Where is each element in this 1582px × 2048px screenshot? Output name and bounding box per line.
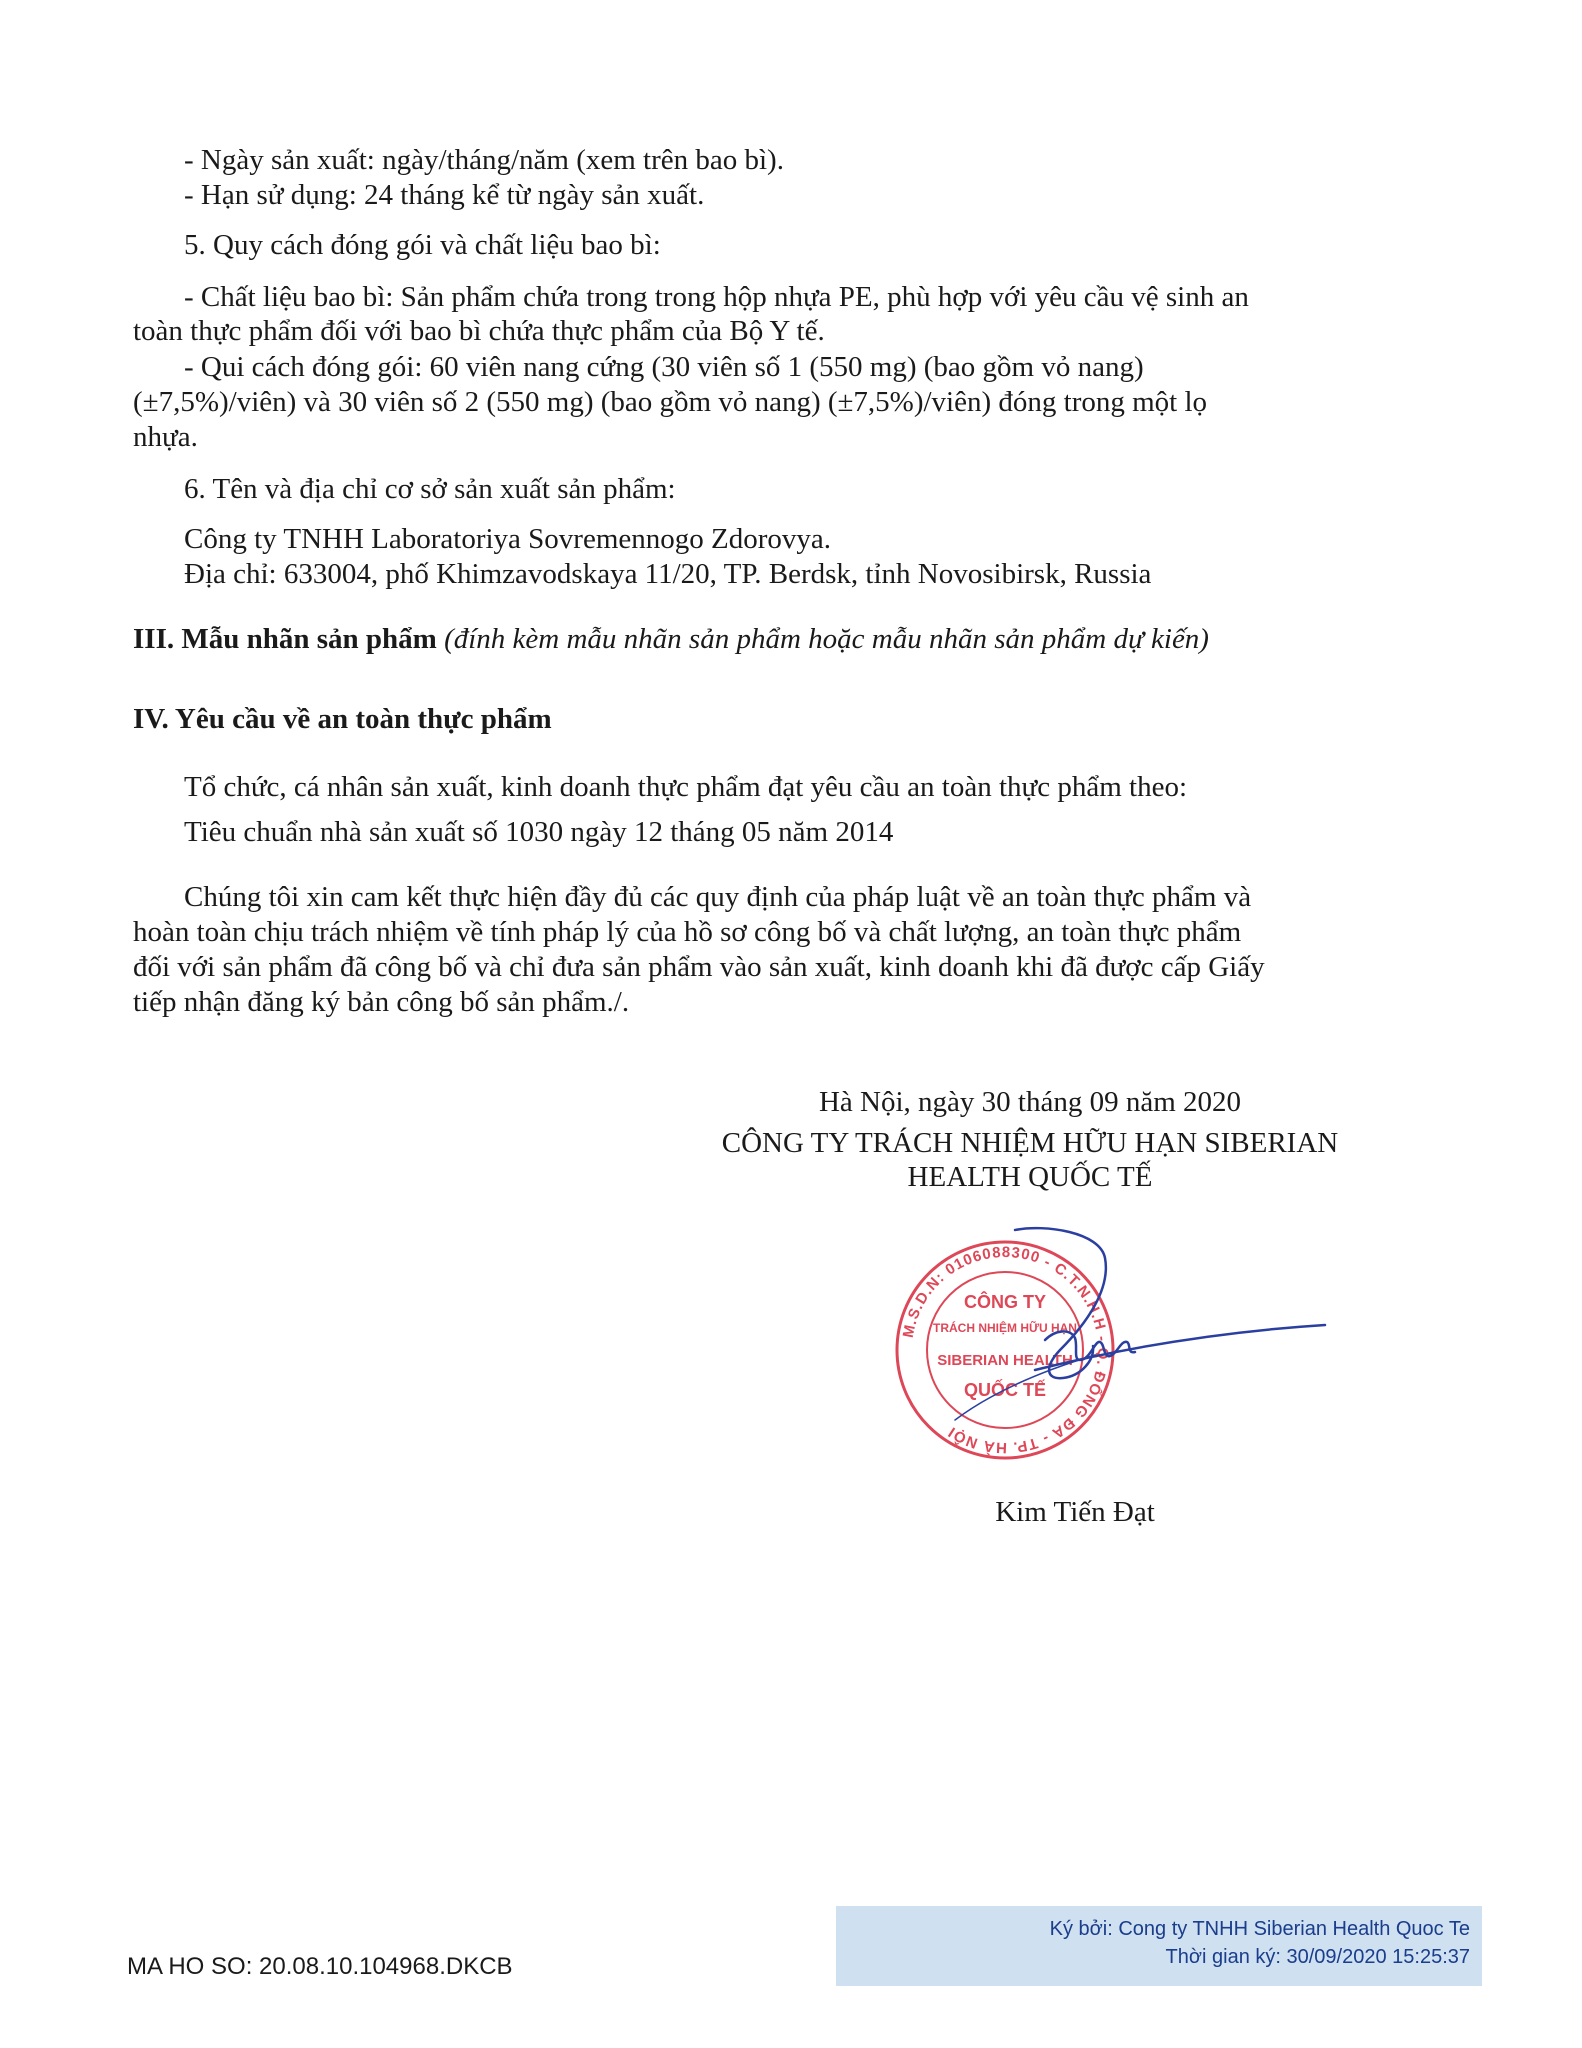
packaging-material-line: - Chất liệu bao bì: Sản phẩm chứa trong trong hộp nhựa PE, phù hợp với yêu cầu vệ sinh an: [184, 281, 1249, 313]
stamp-line-2: TRÁCH NHIỆM HỮU HẠN: [933, 1321, 1077, 1335]
packaging-spec-line: - Qui cách đóng gói: 60 viên nang cứng (30 viên số 1 (550 mg) (bao gồm vỏ nang): [184, 351, 1144, 383]
commitment-line-4: tiếp nhận đăng ký bản công bố sản phẩm./.: [133, 986, 630, 1018]
commitment-line-2: hoàn toàn chịu trách nhiệm về tính pháp lý của hồ sơ công bố và chất lượng, an toàn thực phẩm: [133, 916, 1242, 948]
packaging-spec-line-3: nhựa.: [133, 421, 198, 453]
manufacturer-heading: 6. Tên và địa chỉ cơ sở sản xuất sản phẩm:: [184, 473, 676, 505]
commitment-line-1: Chúng tôi xin cam kết thực hiện đầy đủ các quy định của pháp luật về an toàn thực phẩm và: [184, 881, 1252, 913]
signature-date: Hà Nội, ngày 30 tháng 09 năm 2020: [818, 1086, 1242, 1118]
company-name-line-2: HEALTH QUỐC TẾ: [907, 1161, 1153, 1193]
manufacturer-name: Công ty TNHH Laboratoriya Sovremennogo Zdorovya.: [184, 523, 832, 555]
packaging-material-line-2: toàn thực phẩm đối với bao bì chứa thực phẩm của Bộ Y tế.: [133, 315, 825, 347]
svg-text:M.S.D.N: 0106088300 - C.T.N.H.: [900, 1244, 1111, 1456]
ma-ho-so: MA HO SO: 20.08.10.104968.DKCB: [127, 1953, 513, 1980]
section-3-title: III. Mẫu nhãn sản phẩm: [133, 623, 437, 655]
stamp-line-1: CÔNG TY: [963, 1292, 1047, 1312]
stamp-ring-text: M.S.D.N: 0106088300 - C.T.N.H.H - Q. ĐỐNG ĐA - TP. HÀ NỘI: [899, 1243, 1112, 1457]
company-name-line-1: CÔNG TY TRÁCH NHIỆM HỮU HẠN SIBERIAN: [721, 1127, 1339, 1159]
section-3-heading: [133, 622, 1209, 656]
sign-time: Thời gian ký: 30/09/2020 15:25:37: [1165, 1946, 1470, 1968]
section-4-heading: IV. Yêu cầu về an toàn thực phẩm: [133, 703, 552, 735]
manufacturer-address: Địa chỉ: 633004, phố Khimzavodskaya 11/20, TP. Berdsk, tỉnh Novosibirsk, Russia: [184, 558, 1152, 590]
expiry-line: - Hạn sử dụng: 24 tháng kể từ ngày sản xuất.: [184, 179, 705, 211]
safety-requirement-line: Tổ chức, cá nhân sản xuất, kinh doanh thực phẩm đạt yêu cầu an toàn thực phẩm theo:: [184, 771, 1188, 803]
signer-name: Kim Tiến Đạt: [995, 1496, 1155, 1528]
packaging-heading: 5. Quy cách đóng gói và chất liệu bao bì:: [184, 229, 661, 261]
stamp-line-3: SIBERIAN HEALTH: [937, 1352, 1073, 1369]
stamp-line-4: QUỐC TẾ: [963, 1380, 1047, 1400]
commitment-line-3: đối với sản phẩm đã công bố và chỉ đưa sản phẩm vào sản xuất, kinh doanh khi đã được cấp Giấy: [133, 951, 1265, 983]
packaging-spec-line-2: (±7,5%)/viên) và 30 viên số 2 (550 mg) (bao gồm vỏ nang) (±7,5%)/viên) đóng trong một lọ: [133, 386, 1208, 418]
section-3-note: (đính kèm mẫu nhãn sản phẩm hoặc mẫu nhãn sản phẩm dự kiến): [444, 623, 1209, 655]
signed-by: Ký bởi: Cong ty TNHH Siberian Health Quoc Te: [1049, 1918, 1470, 1940]
company-stamp: [895, 1220, 1335, 1480]
digital-signature-box: [836, 1906, 1482, 1986]
standard-line: Tiêu chuẩn nhà sản xuất số 1030 ngày 12 tháng 05 năm 2014: [184, 816, 894, 848]
manufacture-date-line: - Ngày sản xuất: ngày/tháng/năm (xem trên bao bì).: [184, 144, 784, 176]
